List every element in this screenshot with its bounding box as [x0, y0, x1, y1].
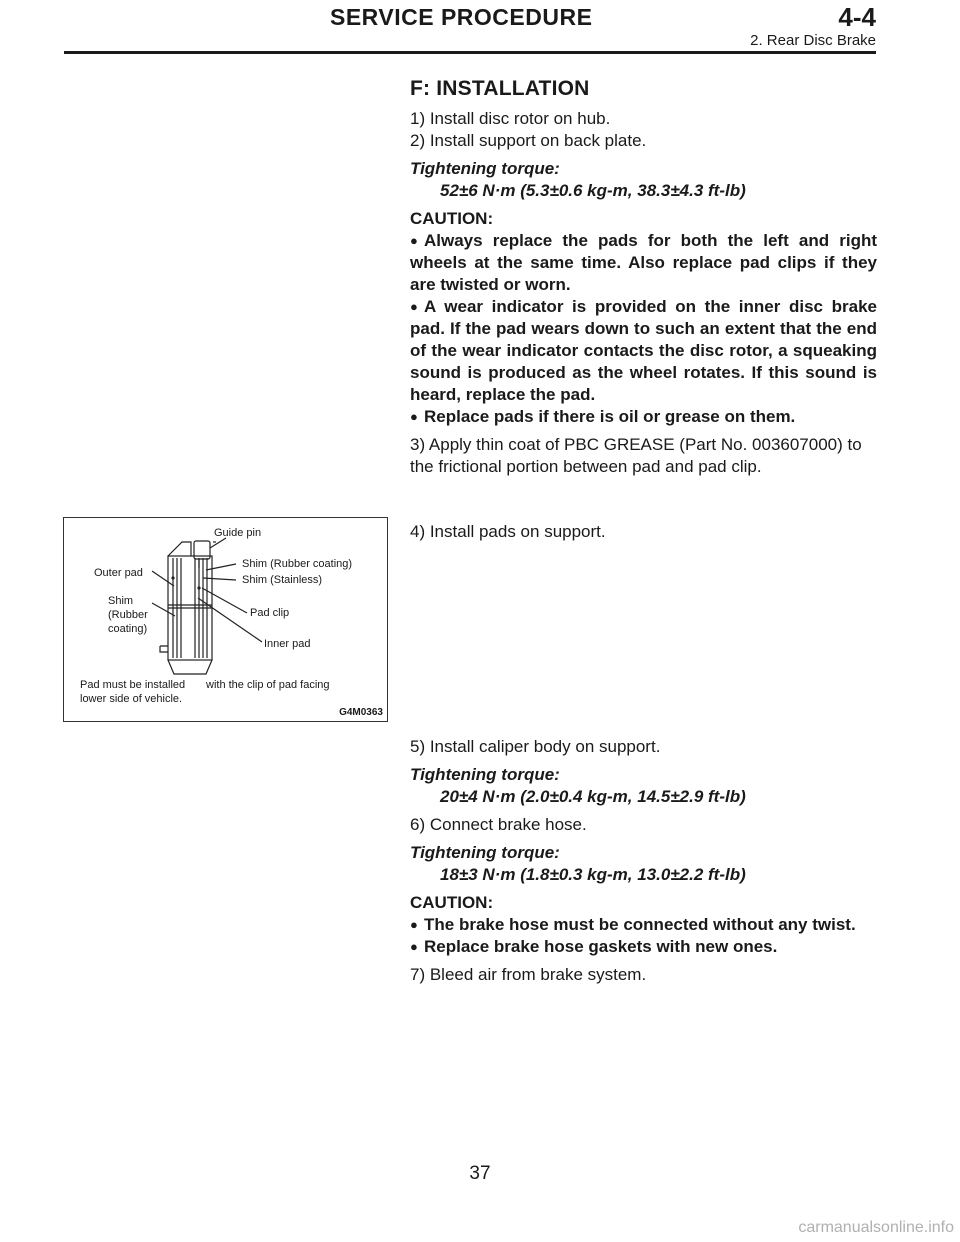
- section-title: F: INSTALLATION: [410, 77, 590, 100]
- step-7: 7) Bleed air from brake system.: [410, 965, 647, 984]
- step-4: 4) Install pads on support.: [410, 522, 606, 541]
- label-shim-rubber: Shim (Rubber coating): [242, 558, 353, 570]
- label-shim-left-2: (Rubber: [108, 609, 148, 621]
- bullet-icon: ●: [410, 299, 418, 314]
- page-number: 37: [469, 1163, 491, 1184]
- caution-item: ● A wear indicator is provided on the inner disc brake pad. If the pad wears down to such an extent that the end of the wear indicator contacts the disc rotor, a squeaking sound is produced as the wheel rotates. If this sound is heard, replace the pad.: [410, 297, 877, 404]
- step-6: 6) Connect brake hose.: [410, 815, 587, 834]
- label-outer-pad: Outer pad: [94, 567, 143, 579]
- caution-item: ● Always replace the pads for both the left and right wheels at the same time. Also replace pad clips if they are twisted or worn.: [410, 231, 877, 294]
- label-note-1a: Pad must be installed: [80, 679, 186, 691]
- section-number: 4-4: [838, 2, 876, 32]
- watermark: carmanualsonline.info: [798, 1219, 954, 1236]
- installation-lower: [410, 736, 877, 986]
- label-shim-left-3: coating): [108, 623, 148, 635]
- label-shim-stainless: Shim (Stainless): [242, 574, 323, 586]
- label-shim-left-1: Shim: [108, 595, 134, 607]
- torque-value-1: 52±6 N·m (5.3±0.6 kg-m, 38.3±4.3 ft-lb): [440, 181, 746, 200]
- torque-value-2: 20±4 N·m (2.0±0.4 kg-m, 14.5±2.9 ft-lb): [440, 787, 746, 806]
- pad-installation-figure: [63, 517, 388, 722]
- label-guide-pin: Guide pin: [214, 527, 262, 539]
- step-2: 2) Install support on back plate.: [410, 131, 647, 150]
- figure-id: G4M0363: [339, 707, 383, 718]
- caution-item: ● Replace pads if there is oil or grease on them.: [410, 407, 796, 426]
- torque-value-3: 18±3 N·m (1.8±0.3 kg-m, 13.0±2.2 ft-lb): [440, 865, 746, 884]
- step-3: 3) Apply thin coat of PBC GREASE (Part No. 003607000) to the frictional portion between pad and pad clip.: [410, 435, 862, 476]
- caution-label: CAUTION:: [410, 893, 494, 912]
- torque-label: Tightening torque:: [410, 159, 560, 178]
- caution-item: ● The brake hose must be connected without any twist.: [410, 915, 856, 934]
- header-subtitle: 2. Rear Disc Brake: [750, 32, 876, 49]
- torque-label: Tightening torque:: [410, 765, 560, 784]
- bullet-icon: ●: [410, 409, 418, 424]
- label-inner-pad: Inner pad: [264, 638, 311, 650]
- header-title: SERVICE PROCEDURE: [330, 4, 593, 30]
- step-1: 1) Install disc rotor on hub.: [410, 109, 611, 128]
- caution-item: ● Replace brake hose gaskets with new ones.: [410, 937, 778, 956]
- bullet-icon: ●: [410, 939, 418, 954]
- label-note-2: lower side of vehicle.: [80, 693, 183, 705]
- step-4-block: [410, 521, 877, 543]
- bullet-icon: ●: [410, 233, 418, 248]
- step-5: 5) Install caliper body on support.: [410, 737, 661, 756]
- label-pad-clip: Pad clip: [250, 607, 290, 619]
- installation-upper: [410, 78, 877, 478]
- header-rule: [64, 51, 876, 54]
- torque-label: Tightening torque:: [410, 843, 560, 862]
- label-note-1b: with the clip of pad facing: [206, 679, 330, 691]
- bullet-icon: ●: [410, 917, 418, 932]
- caution-label: CAUTION:: [410, 209, 494, 228]
